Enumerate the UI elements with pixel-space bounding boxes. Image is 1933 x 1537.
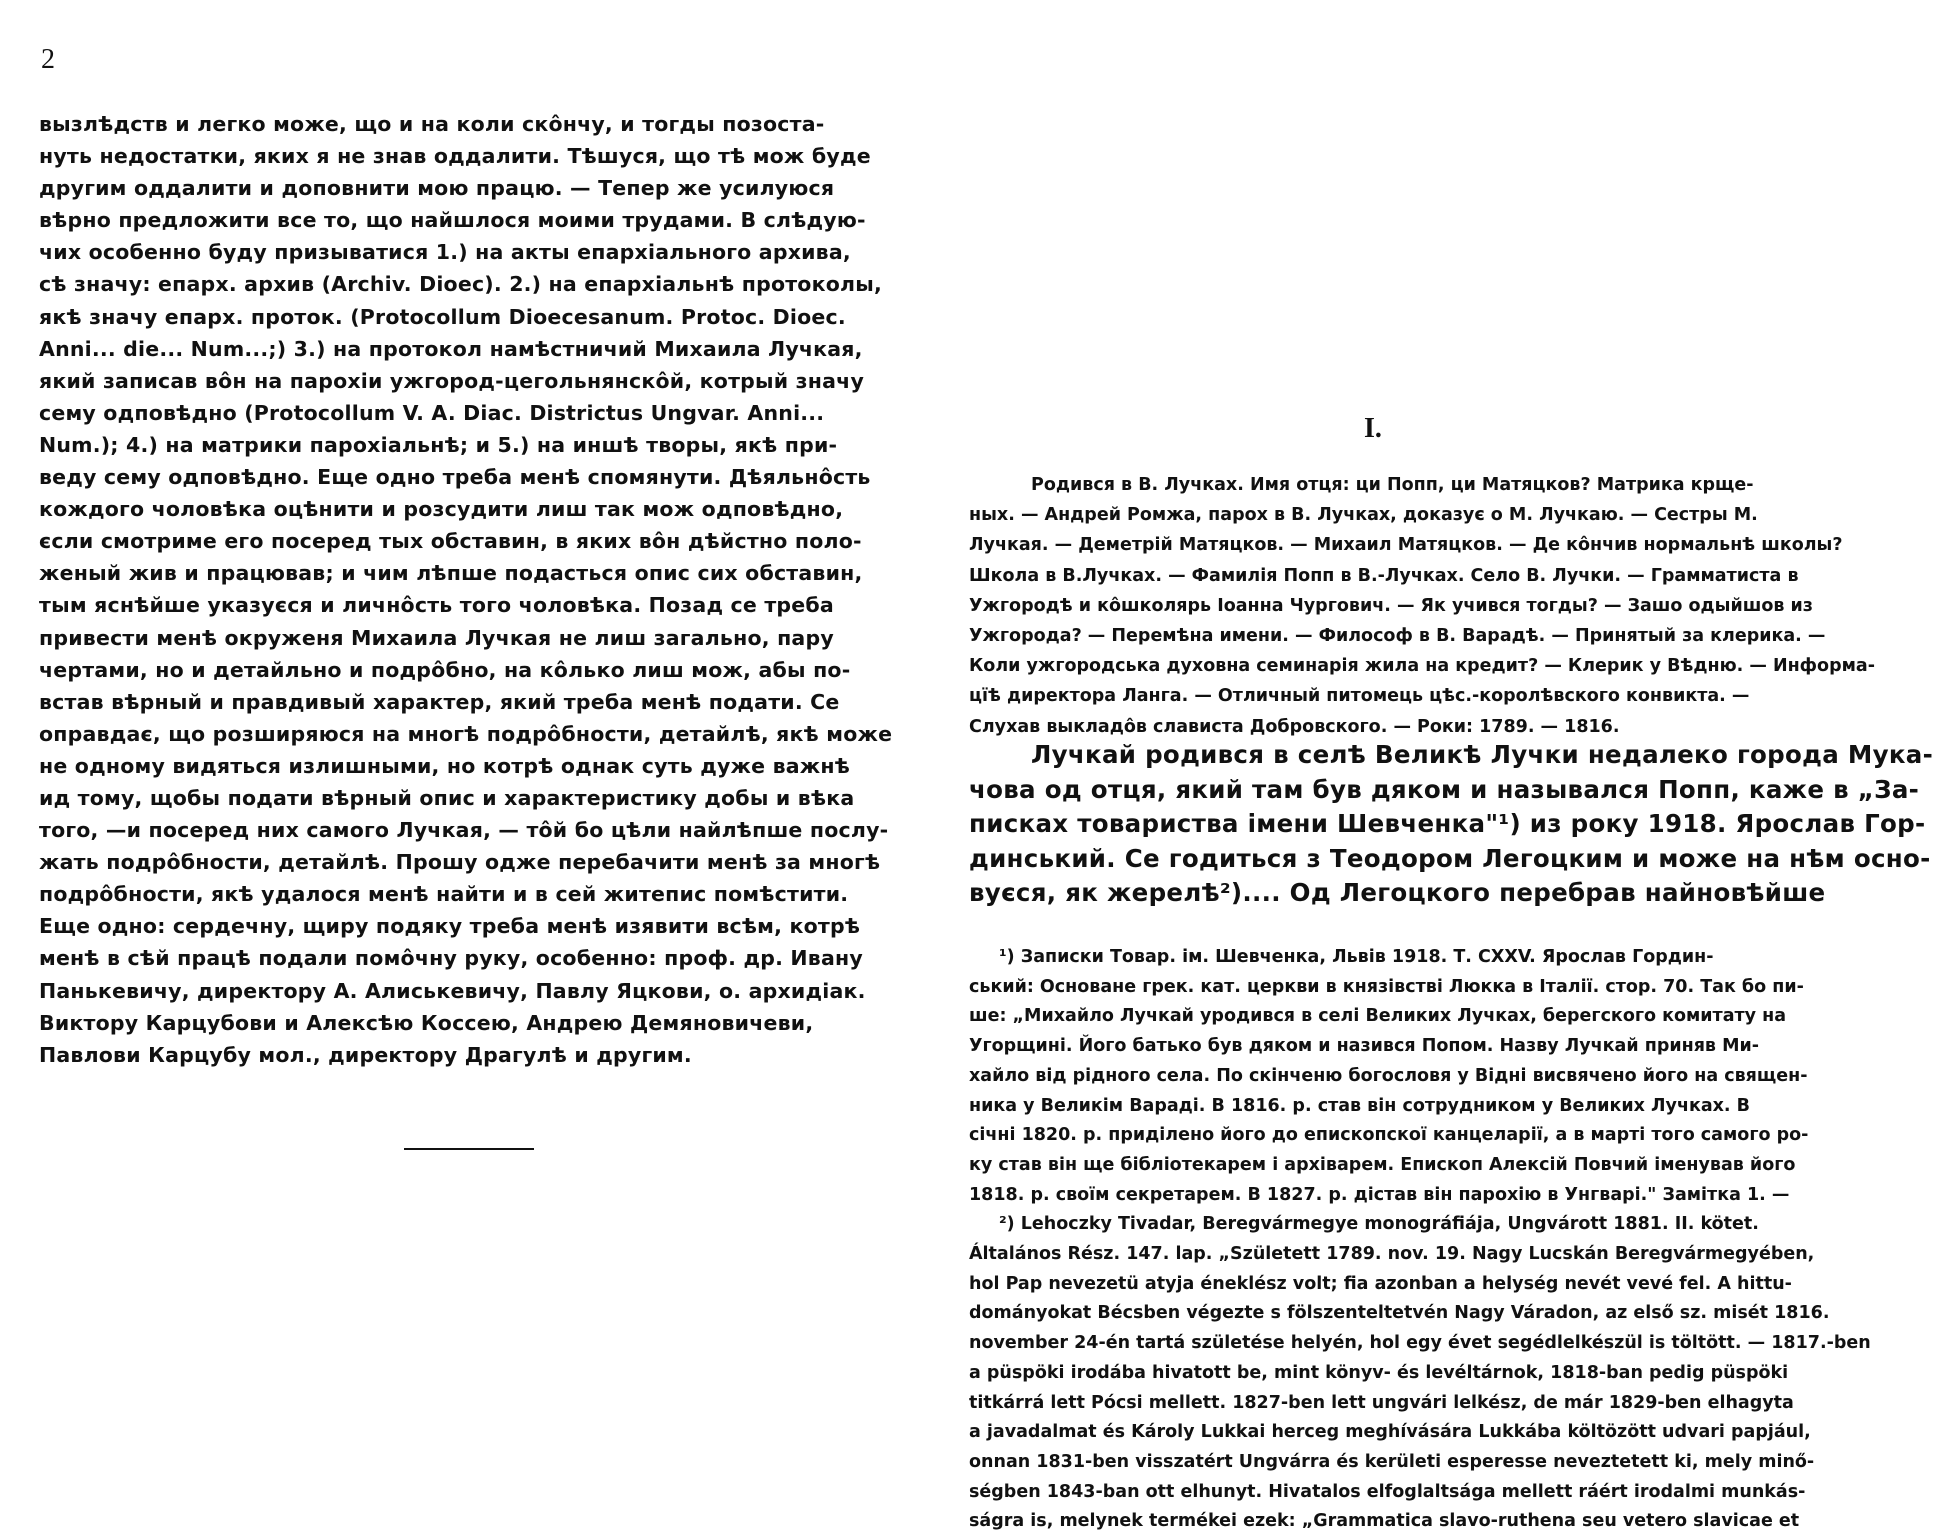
body-line: того, —и посеред них самого Лучкая, — тôй бо цѣли найлѣпше послу- — [39, 818, 889, 843]
body-line: вѣрно предложити все то, що найшлося моими трудами. В слѣдую- — [39, 208, 866, 233]
body-line: веду сему одповѣдно. Еще одно треба менѣ спомянути. Дѣяльнôсть — [39, 465, 871, 490]
body-line: вызлѣдств и легко може, що и на коли скôнчу, и тогды позоста- — [39, 112, 825, 136]
body-line: ид тому, щобы подати вѣрный опис и характеристику добы и вѣка — [39, 785, 855, 810]
body-line: чих особенно буду призыватися 1.) на акты епархіального архива, — [39, 240, 851, 265]
body-line: який записав вôн на парохіи ужгород-цегольнянскôй, котрый значу — [39, 368, 865, 393]
body-line: сѣ значу: епарх. архив (Archiv. Dioec). 2.) на епархіальнѣ протоколы, — [39, 272, 882, 297]
summary-line: Родився в В. Лучках. Имя отця: ци Попп, ци Матяцков? Матрика крще- — [1031, 475, 1754, 495]
body-line: жать подрôбности, детайлѣ. Прошу одже перебачити менѣ за многѣ — [39, 850, 881, 875]
footnote-line: Általános Rész. 147. lap. „Született 1789. nov. 19. Nagy Lucskán Beregvármegyében, — [969, 1244, 1815, 1265]
page-number: 2 — [41, 44, 55, 75]
footnotes — [969, 943, 1871, 1537]
chapter-summary — [969, 470, 1875, 742]
footnote-line: хайло від рідного села. По скінченю богословя у Відні висвячено його на священ- — [969, 1065, 1808, 1086]
summary-line: Ужгорода? — Перемѣна имени. — Философ в В. Варадѣ. — Принятый за клерика. — — [969, 626, 1826, 647]
footnote-line: november 24-én tartá születése helyén, hol egy évet segédlelkészül is töltött. — 1817.-ben — [969, 1333, 1871, 1354]
body-line: Еще одно: сердечну, щиру подяку треба менѣ изявити всѣм, котрѣ — [39, 914, 861, 939]
body-line: не одному видяться излишными, но котрѣ однак суть дуже важнѣ — [39, 753, 851, 778]
footnote-line: ський: Основане грек. кат. церкви в князівстві Люкка в Італії. стор. 70. Так бо пи- — [969, 976, 1804, 997]
summary-line: Ужгородѣ и кôшколярь Іоанна Чургович. — Як учився тогды? — Зашо одыйшов из — [969, 595, 1813, 616]
summary-line: цïѣ директора Ланга. — Отличный питомець цѣс.-королѣвского конвикта. — — [969, 686, 1750, 707]
main-text-line: Лучкай родився в селѣ Великѣ Лучки недалеко города Мука- — [1031, 740, 1933, 769]
summary-line: Слухав выкладôв слависта Добровского. — Роки: 1789. — 1816. — [969, 716, 1620, 737]
body-line: другим оддалити и доповнити мою працю. — Тепер же усилуюся — [39, 176, 835, 201]
body-line: Виктору Карцубови и Алексѣю Коссею, Андрею Демяновичеви, — [39, 1010, 814, 1035]
right-page — [923, 0, 1933, 1532]
left-body-text — [39, 108, 895, 1071]
body-line: нуть недостатки, яких я не знав оддалити. Тѣшуся, що тѣ мож буде — [39, 144, 871, 169]
footnote-line: a püspöki irodába hivatott be, mint könyv- és levéltárnok, 1818-ban pedig püspöki — [969, 1362, 1789, 1383]
footnote-line: onnan 1831-ben visszatért Ungvárra és kerületi esperesse neveztetett ki, mely minő- — [969, 1451, 1815, 1472]
body-line: менѣ в сѣй працѣ подали помôчну руку, особенно: проф. др. Ивану — [39, 946, 863, 971]
footnote-line: Угорщині. Його батько був дяком и назився Попом. Назву Лучкай приняв Ми- — [969, 1036, 1760, 1057]
body-line: сему одповѣдно (Protocollum V. A. Diac. Districtus Ungvar. Anni... — [39, 400, 825, 425]
body-line: подрôбности, якѣ удалося менѣ найти и в сей житепис помѣстити. — [39, 882, 849, 907]
left-page — [0, 0, 923, 1500]
body-line: Павлови Карцубу мол., директору Драгулѣ и другим. — [39, 1042, 692, 1067]
body-line: тым яснѣйше указуєся и личнôсть того чоловѣка. Позад се треба — [39, 593, 834, 618]
summary-line: Коли ужгородська духовна семинарія жила на кредит? — Клерик у Вѣдню. — Информа- — [969, 656, 1875, 677]
footnote-line: ségben 1843-ban ott elhunyt. Hivatalos elfoglaltsága mellett ráért irodalmi munkás- — [969, 1481, 1806, 1502]
body-line: женый жив и працював; и чим лѣпше подасться опис сих обставин, — [39, 561, 863, 586]
body-line: Num.); 4.) на матрики парохіальнѣ; и 5.) на иншѣ творы, якѣ при- — [39, 432, 838, 457]
main-text-line: вуєся, як жерелѣ²).... Од Легоцкого перебрав найновѣйше — [969, 878, 1826, 907]
main-text-line: чова од отця, який там був дяком и назывался Попп, каже в „За- — [969, 774, 1920, 804]
chapter-number: I. — [1364, 413, 1382, 444]
body-line: Anni... die... Num...;) 3.) на протокол намѣстничий Михаила Лучкая, — [39, 336, 863, 361]
body-line: чертами, но и детайльно и подрôбно, на кôлько лиш мож, абы по- — [39, 657, 851, 682]
footnote-line: titkárrá lett Pócsi mellett. 1827-ben lett ungvári lelkész, de már 1829-ben elhagyta — [969, 1392, 1794, 1413]
section-end-rule — [404, 1148, 534, 1150]
footnote-line: ságra is, melynek termékei ezek: „Grammatica slavo-ruthena seu vetero slavicae et — [969, 1511, 1800, 1532]
body-line: якѣ значу епарх. проток. (Protocollum Dioecesanum. Protoc. Dioec. — [39, 304, 846, 329]
footnote-line: ника у Великім Вараді. В 1816. р. став він сотрудником у Великих Лучках. В — [969, 1095, 1751, 1116]
main-text-line: динський. Се годиться з Теодором Легоцким и може на нѣм осно- — [969, 843, 1931, 873]
summary-line: ных. — Андрей Ромжа, парох в В. Лучках, доказує о М. Лучкаю. — Сестры М. — [969, 505, 1758, 526]
body-line: єсли смотриме его посеред тых обставин, в яких вôн дѣйстно поло- — [39, 529, 862, 554]
footnote-line: ку став він ще бібліотекарем і архіварем. Епископ Алексій Повчий іменував його — [969, 1154, 1796, 1175]
body-line: кождого чоловѣка оцѣнити и розсудити лиш так мож одповѣдно, — [39, 497, 844, 522]
footnote-line: ¹) Записки Товар. ім. Шевченка, Львів 1918. Т. CXXV. Ярослав Гордин- — [999, 947, 1714, 967]
body-line: оправдає, що розширяюся на многѣ подрôбности, детайлѣ, якѣ може — [39, 721, 893, 746]
footnote-line: ²) Lehoczky Tivadar, Beregvármegye monográfiája, Ungvárott 1881. II. kötet. — [999, 1214, 1759, 1235]
summary-line: Лучкая. — Деметрій Матяцков. — Михаил Матяцков. — Де кôнчив нормальнѣ школы? — [969, 535, 1843, 556]
main-text-line: писках товариства імени Шевченка"¹) из року 1918. Ярослав Гор- — [969, 809, 1926, 838]
footnote-line: ше: „Михайло Лучкай уродився в селі Великих Лучках, берегского комитату на — [969, 1006, 1787, 1027]
footnote-line: січні 1820. р. приділено його до епископскої канцеларії, а в марті того самого ро- — [969, 1125, 1809, 1146]
summary-line: Школа в В.Лучках. — Фамилія Попп в В.-Лучках. Село В. Лучки. — Грамматиста в — [969, 565, 1799, 586]
footnote-line: hol Pap nevezetü atyja éneklész volt; fia azonban a helység nevét vevé fel. A hittu- — [969, 1273, 1792, 1294]
body-line: Панькевичу, директору А. Алиськевичу, Павлу Яцкови, о. архидіак. — [39, 978, 866, 1003]
footnote-line: dományokat Bécsben végezte s fölszenteltetvén Nagy Váradon, az első sz. misét 1816. — [969, 1303, 1830, 1324]
chapter-main-text — [969, 738, 1933, 911]
footnote-line: 1818. р. своїм секретарем. В 1827. р. дістав він парохію в Унгварі." Замітка 1. — — [969, 1184, 1790, 1205]
body-line: встав вѣрный и правдивый характер, який треба менѣ подати. Се — [39, 689, 840, 714]
footnote-line: a javadalmat és Károly Lukkai herceg meghívására Lukkába költözött udvari papjául, — [969, 1422, 1811, 1443]
body-line: привести менѣ окруженя Михаила Лучкая не лиш загально, пару — [39, 625, 834, 650]
